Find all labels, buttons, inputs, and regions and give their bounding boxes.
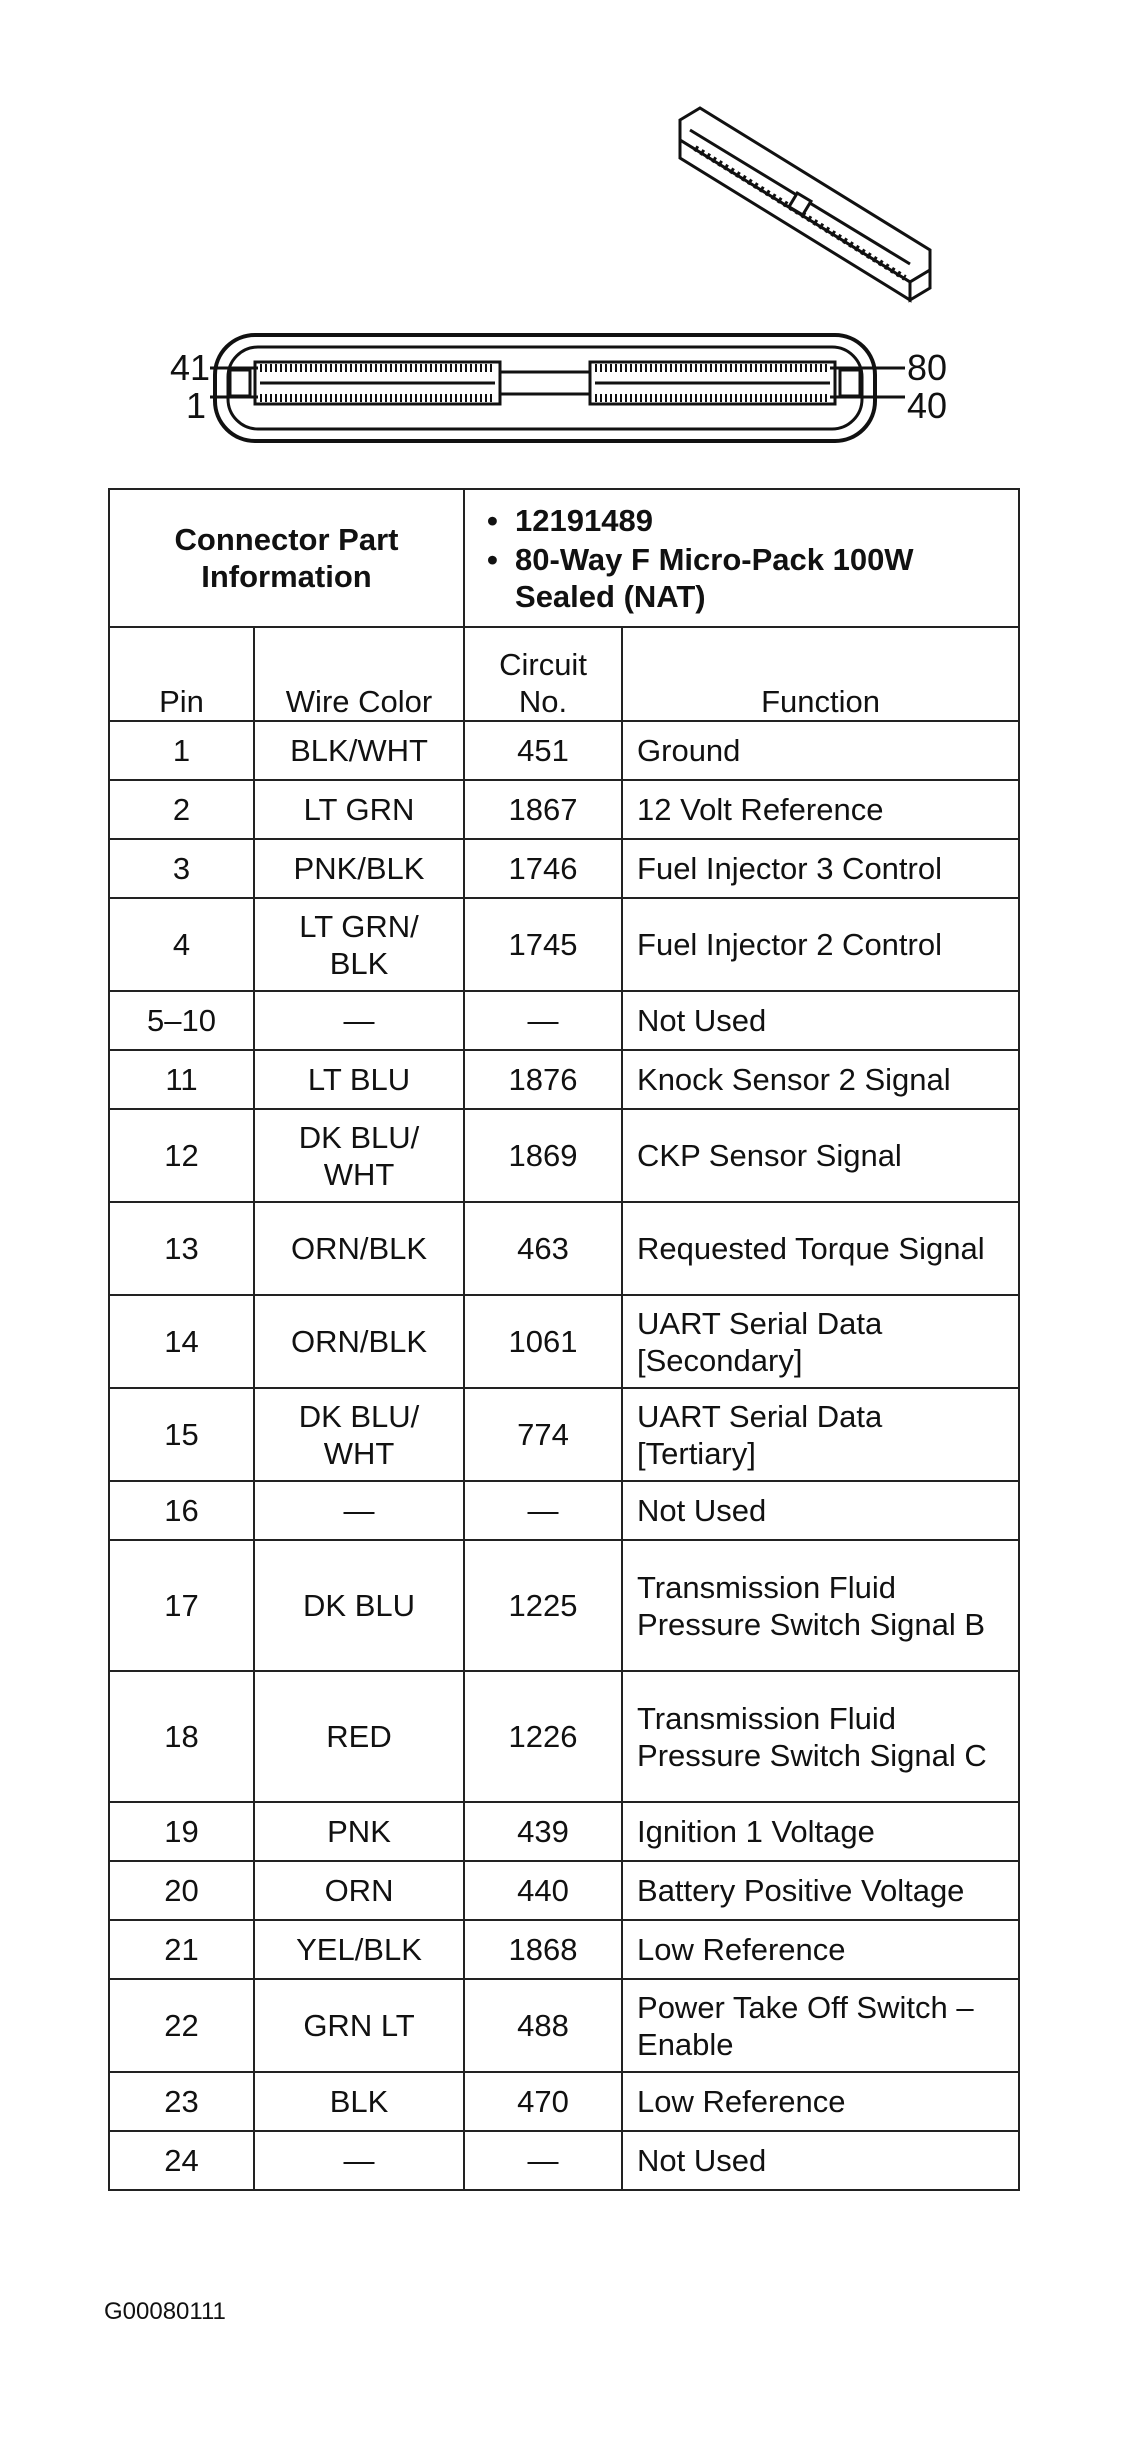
wire-color-cell: — [254,1481,464,1540]
wire-color-cell: YEL/BLK [254,1920,464,1979]
pin-cell: 13 [109,1202,254,1295]
wire-color-cell: DK BLU/ WHT [254,1388,464,1481]
function-cell: Fuel Injector 3 Control [622,839,1019,898]
pin-label-1: 1 [186,385,207,426]
wire-color-cell: LT GRN [254,780,464,839]
pin-cell: 21 [109,1920,254,1979]
figure-code: G00080111 [104,2298,226,2325]
table-row [109,1295,1019,1388]
function-cell: Not Used [622,2131,1019,2190]
function-cell: Transmission Fluid Pressure Switch Signal B [622,1540,1019,1671]
connector-pinout-table [108,488,1020,2191]
pin-cell: 18 [109,1671,254,1802]
wire-color-cell: — [254,991,464,1050]
pin-cell: 15 [109,1388,254,1481]
pin-cell: 20 [109,1861,254,1920]
function-cell: UART Serial Data [Tertiary] [622,1388,1019,1481]
circuit-cell: 774 [464,1388,622,1481]
function-cell: Fuel Injector 2 Control [622,898,1019,991]
circuit-cell: 1745 [464,898,622,991]
connector-info-row [109,489,1019,627]
wire-color-cell: ORN [254,1861,464,1920]
connector-info-values [464,489,1019,627]
circuit-cell: 1061 [464,1295,622,1388]
pin-cell: 5–10 [109,991,254,1050]
circuit-cell: 470 [464,2072,622,2131]
table-row [109,1481,1019,1540]
function-cell: Power Take Off Switch – Enable [622,1979,1019,2072]
circuit-cell: — [464,1481,622,1540]
connector-illustration [170,100,970,470]
table-row [109,898,1019,991]
pin-cell: 4 [109,898,254,991]
wire-color-cell: ORN/BLK [254,1202,464,1295]
wire-color-cell: PNK/BLK [254,839,464,898]
column-headers [109,627,1019,721]
table-row [109,1671,1019,1802]
table-row [109,780,1019,839]
table-row [109,1861,1019,1920]
circuit-cell: — [464,2131,622,2190]
wire-color-cell: RED [254,1671,464,1802]
table-row [109,1979,1019,2072]
header-function: Function [622,627,1019,721]
function-cell: 12 Volt Reference [622,780,1019,839]
pin-cell: 17 [109,1540,254,1671]
connector-drawing [170,100,970,470]
circuit-cell: — [464,991,622,1050]
pin-cell: 16 [109,1481,254,1540]
table-row [109,991,1019,1050]
pin-cell: 2 [109,780,254,839]
connector-description: • 80-Way F Micro-Pack 100W Sealed (NAT) [487,541,914,614]
function-cell: Low Reference [622,1920,1019,1979]
table-row [109,1388,1019,1481]
circuit-cell: 1867 [464,780,622,839]
function-cell: CKP Sensor Signal [622,1109,1019,1202]
function-cell: Not Used [622,991,1019,1050]
pin-cell: 22 [109,1979,254,2072]
header-circuit-no: Circuit No. [464,627,622,721]
function-cell: Not Used [622,1481,1019,1540]
table-row [109,1109,1019,1202]
circuit-cell: 1226 [464,1671,622,1802]
table-row [109,721,1019,780]
connector-part-number: • 12191489 [487,502,653,538]
table-row [109,2131,1019,2190]
function-cell: UART Serial Data [Secondary] [622,1295,1019,1388]
pin-cell: 12 [109,1109,254,1202]
wire-color-cell: GRN LT [254,1979,464,2072]
pin-label-40: 40 [907,385,948,426]
header-pin: Pin [109,627,254,721]
circuit-cell: 1746 [464,839,622,898]
table-row [109,1802,1019,1861]
circuit-cell: 440 [464,1861,622,1920]
function-cell: Ignition 1 Voltage [622,1802,1019,1861]
wire-color-cell: BLK/WHT [254,721,464,780]
wire-color-cell: LT BLU [254,1050,464,1109]
pin-cell: 1 [109,721,254,780]
table-row [109,2072,1019,2131]
pin-label-41: 41 [170,347,211,388]
circuit-cell: 1868 [464,1920,622,1979]
function-cell: Requested Torque Signal [622,1202,1019,1295]
pin-cell: 3 [109,839,254,898]
circuit-cell: 451 [464,721,622,780]
function-cell: Transmission Fluid Pressure Switch Signal C [622,1671,1019,1802]
header-wire-color: Wire Color [254,627,464,721]
connector-3d-view [680,108,930,300]
function-cell: Ground [622,721,1019,780]
pin-cell: 19 [109,1802,254,1861]
function-cell: Knock Sensor 2 Signal [622,1050,1019,1109]
wire-color-cell: PNK [254,1802,464,1861]
connector-front-view [210,335,905,441]
wire-color-cell: — [254,2131,464,2190]
circuit-cell: 463 [464,1202,622,1295]
pin-cell: 14 [109,1295,254,1388]
circuit-cell: 1225 [464,1540,622,1671]
wire-color-cell: ORN/BLK [254,1295,464,1388]
circuit-cell: 439 [464,1802,622,1861]
table-row [109,1920,1019,1979]
pin-cell: 23 [109,2072,254,2131]
connector-info-label: Connector Part Information [109,489,464,627]
wire-color-cell: BLK [254,2072,464,2131]
function-cell: Low Reference [622,2072,1019,2131]
wire-color-cell: DK BLU/ WHT [254,1109,464,1202]
table-row [109,1202,1019,1295]
table-row [109,839,1019,898]
table-row [109,1540,1019,1671]
wire-color-cell: LT GRN/ BLK [254,898,464,991]
pin-cell: 24 [109,2131,254,2190]
wire-color-cell: DK BLU [254,1540,464,1671]
function-cell: Battery Positive Voltage [622,1861,1019,1920]
pin-label-80: 80 [907,347,948,388]
circuit-cell: 1876 [464,1050,622,1109]
table-row [109,1050,1019,1109]
pin-cell: 11 [109,1050,254,1109]
circuit-cell: 1869 [464,1109,622,1202]
circuit-cell: 488 [464,1979,622,2072]
